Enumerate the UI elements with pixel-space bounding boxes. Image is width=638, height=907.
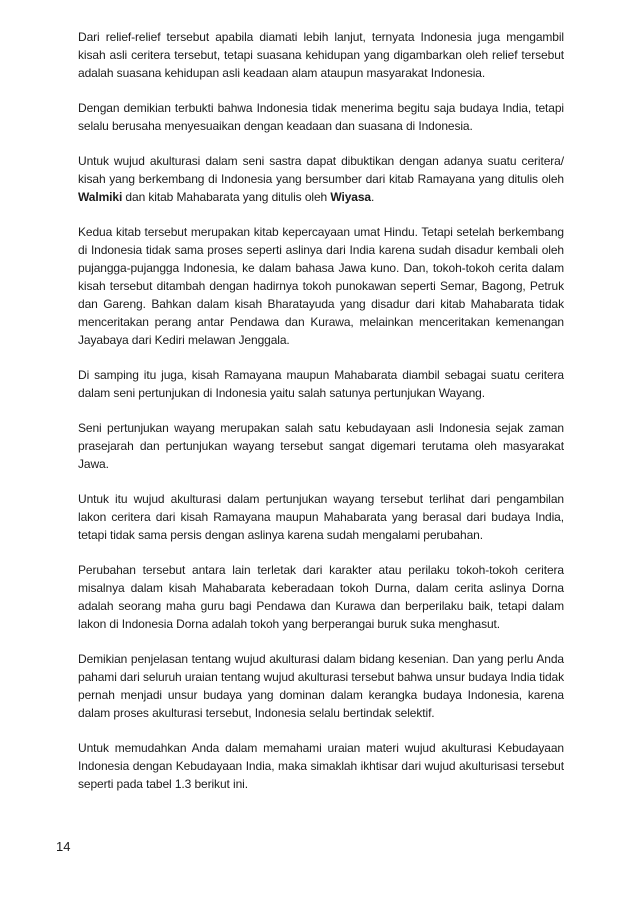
paragraph-selective: Dengan demikian terbukti bahwa Indonesia tidak menerima begitu saja budaya India, tetapi selalu berusaha menyesuaikan dengan keadaan dan suasana di Indonesia.: [78, 101, 564, 133]
author-wiyasa: Wiyasa: [330, 190, 371, 204]
paragraph-tabel: Untuk memudahkan Anda dalam memahami uraian materi wujud akulturasi Kebudayaan Indonesia dengan Kebudayaan India, maka simaklah ikhtisar dari wujud akulturisasi tersebut seperti pada tabel 1.3 berikut ini.: [78, 741, 564, 791]
paragraph-wayang: Seni pertunjukan wayang merupakan salah satu kebudayaan asli Indonesia sejak zaman prasejarah dan pertunjukan wayang tersebut sangat digemari terutama oleh masyarakat Jawa.: [78, 421, 564, 471]
page-number: 14: [56, 839, 71, 854]
paragraph-sastra-text-2: dan kitab Mahabarata yang ditulis oleh: [122, 190, 331, 204]
paragraph-sastra-text-1: Untuk wujud akulturasi dalam seni sastra dapat dibuktikan dengan adanya suatu ceritera/ kisah yang berkembang di Indonesia yang bersumber dari kitab Ramayana yang ditulis oleh: [78, 154, 564, 186]
paragraph-seni-pertunjukan: Di samping itu juga, kisah Ramayana maupun Mahabarata diambil sebagai suatu ceritera dalam seni pertunjukan di Indonesia yaitu salah satunya pertunjukan Wayang.: [78, 368, 564, 400]
paragraph-sastra: [78, 152, 564, 206]
paragraph-kitab-hindu: Kedua kitab tersebut merupakan kitab kepercayaan umat Hindu. Tetapi setelah berkembang di Indonesia tidak sama proses seperti aslinya dari India karena sudah disadur kembali oleh pujangga-pujangga Indonesia, ke dalam bahasa Jawa kuno. Dan, tokoh-tokoh cerita dalam kisah tersebut ditambah dengan hadirnya tokoh punokawan seperti Semar, Bagong, Petruk dan Gareng. Bahkan dalam kisah Bharatayuda yang disadur dari kitab Mahabarata tidak menceritakan perang antar Pendawa dan Kurawa, melainkan menceritakan kemenangan Jayabaya dari Kediri melawan Jenggala.: [78, 225, 564, 347]
paragraph-relief: Dari relief-relief tersebut apabila diamati lebih lanjut, ternyata Indonesia juga mengambil kisah asli ceritera tersebut, tetapi suasana kehidupan yang digambarkan oleh relief tersebut adalah suasana kehidupan asli keadaan alam ataupun masyarakat Indonesia.: [78, 30, 564, 80]
paragraph-kesimpulan: Demikian penjelasan tentang wujud akulturasi dalam bidang kesenian. Dan yang perlu Anda pahami dari seluruh uraian tentang wujud akulturasi tersebut bahwa unsur budaya India tidak pernah menjadi unsur budaya yang dominan dalam kerangka budaya Indonesia, karena dalam proses akulturasi tersebut, Indonesia selalu bertindak selektif.: [78, 652, 564, 720]
paragraph-perubahan: Perubahan tersebut antara lain terletak dari karakter atau perilaku tokoh-tokoh ceritera misalnya dalam kisah Mahabarata keberadaan tokoh Durna, dalam cerita aslinya Dorna adalah seorang maha guru bagi Pendawa dan Kurawa dan berperilaku baik, tetapi dalam lakon di Indonesia Dorna adalah tokoh yang berperangai buruk suka menghasut.: [78, 563, 564, 631]
paragraph-sastra-text-3: .: [371, 190, 375, 204]
paragraph-lakon: Untuk itu wujud akulturasi dalam pertunjukan wayang tersebut terlihat dari pengambilan lakon ceritera dari kisah Ramayana maupun Mahabarata yang berasal dari budaya India, tetapi tidak sama persis dengan aslinya karena sudah mengalami perubahan.: [78, 492, 564, 542]
author-walmiki: Walmiki: [78, 190, 123, 204]
page-body: [78, 28, 564, 810]
